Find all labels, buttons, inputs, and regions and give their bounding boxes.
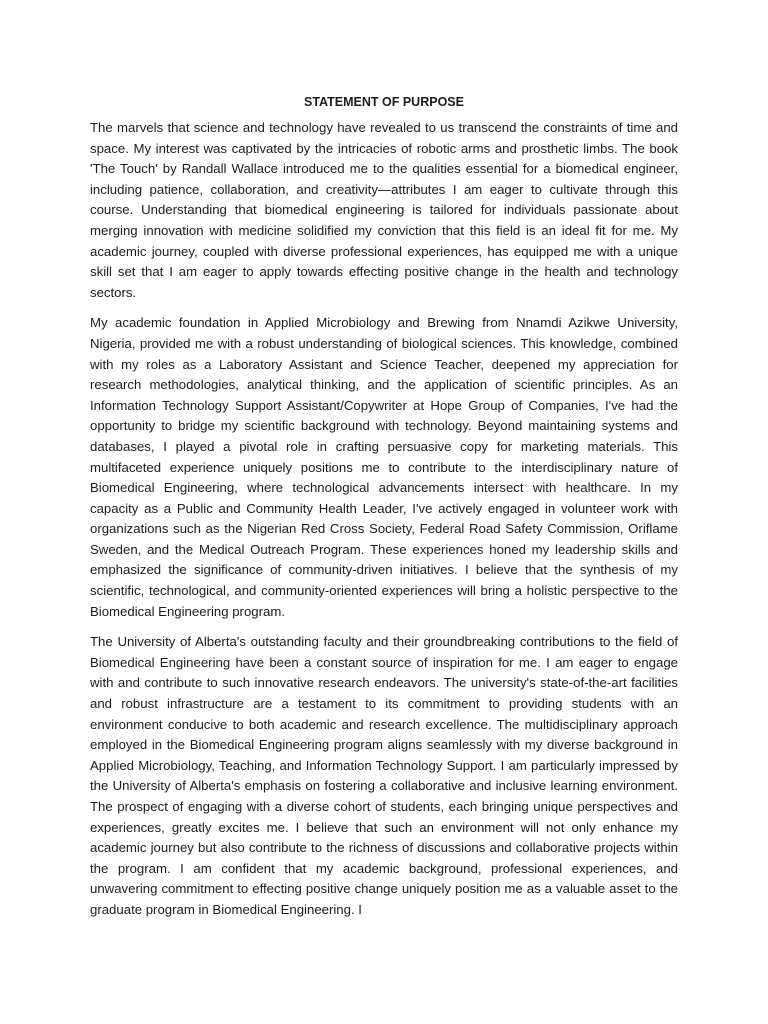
paragraph-2: My academic foundation in Applied Microbiology and Brewing from Nnamdi Azikwe University, Nigeria, provided me with a robust understanding of biological sciences. This knowledge, combined with my roles as a Laboratory Assistant and Science Teacher, deepened my appreciation for research methodologies, analytical thinking, and the application of scientific principles. As an Information Technology Support Assistant/Copywriter at Hope Group of Companies, I've had the opportunity to bridge my scientific background with technology. Beyond maintaining systems and databases, I played a pivotal role in crafting persuasive copy for marketing materials. This multifaceted experience uniquely positions me to contribute to the interdisciplinary nature of Biomedical Engineering, where technological advancements intersect with healthcare. In my capacity as a Public and Community Health Leader, I've actively engaged in volunteer work with organizations such as the Nigerian Red Cross Society, Federal Road Safety Commission, Oriflame Sweden, and the Medical Outreach Program. These experiences honed my leadership skills and emphasized the significance of community-driven initiatives. I believe that the synthesis of my scientific, technological, and community-oriented experiences will bring a holistic perspective to the Biomedical Engineering program. [90, 315, 678, 619]
document-title: STATEMENT OF PURPOSE [304, 95, 464, 109]
document-page [90, 94, 678, 931]
paragraph-1: The marvels that science and technology have revealed to us transcend the constraints of time and space. My interest was captivated by the intricacies of robotic arms and prosthetic limbs. The book 'The Touch' by Randall Wallace introduced me to the qualities essential for a biomedical engineer, including patience, collaboration, and creativity—attributes I am eager to cultivate through this course. Understanding that biomedical engineering is tailored for individuals passionate about merging innovation with medicine solidified my conviction that this field is an ideal fit for me. My academic journey, coupled with diverse professional experiences, has equipped me with a unique skill set that I am eager to apply towards effecting positive change in the health and technology sectors. [90, 120, 678, 300]
paragraph-3: The University of Alberta's outstanding faculty and their groundbreaking contributions to the field of Biomedical Engineering have been a constant source of inspiration for me. I am eager to engage with and contribute to such innovative research endeavors. The university's state-of-the-art facilities and robust infrastructure are a testament to its commitment to providing students with an environment conducive to both academic and research excellence. The multidisciplinary approach employed in the Biomedical Engineering program aligns seamlessly with my diverse background in Applied Microbiology, Teaching, and Information Technology Support. I am particularly impressed by the University of Alberta's emphasis on fostering a collaborative and inclusive learning environment. The prospect of engaging with a diverse cohort of students, each bringing unique perspectives and experiences, greatly excites me. I believe that such an environment will not only enhance my academic journey but also contribute to the richness of discussions and collaborative projects within the program. I am confident that my academic background, professional experiences, and unwavering commitment to effecting positive change uniquely position me as a valuable asset to the graduate program in Biomedical Engineering. I [90, 634, 678, 917]
